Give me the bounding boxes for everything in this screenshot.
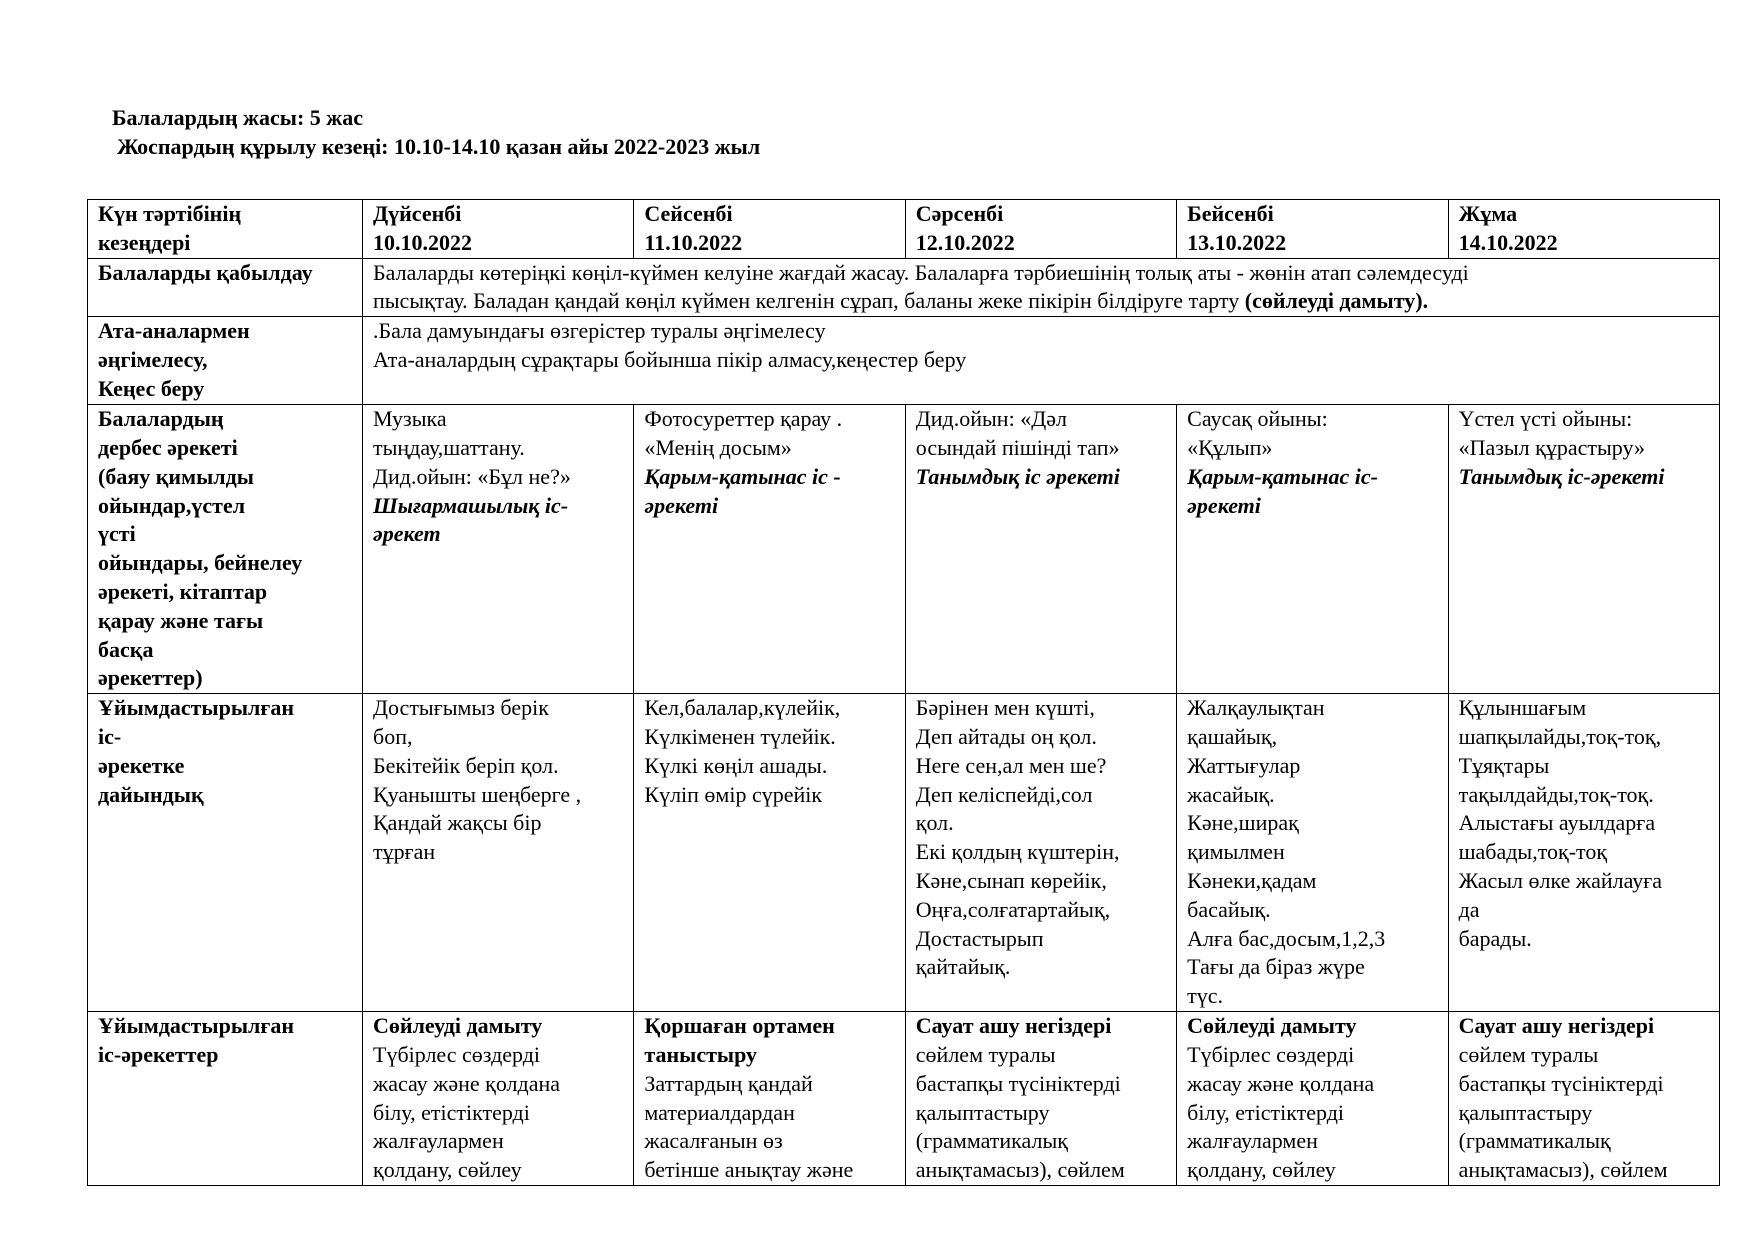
verse-line: Алға бас,досым,1,2,3 <box>1187 925 1386 951</box>
verse-line: Достастырып <box>915 925 1044 951</box>
independent-label-line: қарау және тағы <box>98 607 264 633</box>
verse-line: Кәне,сынап көрейік, <box>915 867 1107 893</box>
subject-title: Сөйлеуді дамыту <box>1187 1013 1357 1039</box>
preparation-cell-monday <box>363 694 634 1012</box>
independent-label <box>88 405 363 694</box>
reception-line-1: Балаларды көтеріңкі көңіл-күймен келуіне жағдай жасау. Балаларға тәрбиешінің толық аты - жөнін атап сәлемдесуді <box>373 259 1469 285</box>
independent-activity-row <box>88 405 1720 694</box>
preparation-cell-wednesday <box>905 694 1176 1012</box>
subject-title: Қоршаған ортамен <box>644 1013 835 1039</box>
subject-line: жасау және қолдана <box>1187 1070 1375 1096</box>
verse-line: Кәнеки,қадам <box>1187 867 1317 893</box>
subject-line: бастапқы түсініктерді <box>1458 1070 1664 1096</box>
subject-line: қалыптастыру <box>1458 1099 1593 1125</box>
subject-line: анықтамасыз), сөйлем <box>1458 1157 1668 1183</box>
parents-label-line: әңгімелесу, <box>98 346 208 372</box>
verse-line: Жаттығулар <box>1187 752 1301 778</box>
independent-label-line: әрекеті, кітаптар <box>98 578 268 604</box>
stage-header-line: Күн тәртібінің <box>98 201 242 226</box>
parents-label <box>88 317 363 405</box>
day-header-thursday <box>1177 200 1448 259</box>
parents-label-line: Кеңес беру <box>98 375 205 401</box>
activity-type: Танымдық іс-әрекеті <box>1458 463 1665 489</box>
subject-line: Түбірлес сөздерді <box>373 1041 541 1067</box>
subject-line: қолдану, сөйлеу <box>1187 1157 1336 1183</box>
activity-line: Музыка <box>373 406 447 432</box>
reception-content <box>363 258 1720 317</box>
organized-label <box>88 1012 363 1186</box>
stage-header-cell <box>88 200 363 259</box>
independent-label-line: Балалардың <box>98 406 224 432</box>
organized-cell-thursday <box>1177 1012 1448 1186</box>
verse-line: Екі қолдың күштерін, <box>915 839 1120 865</box>
verse-line: Оңға,солғатартайық, <box>915 896 1111 922</box>
preparation-label-line: іс- <box>98 723 122 749</box>
verse-line: барады. <box>1458 925 1532 951</box>
preparation-label-line: Ұйымдастырылған <box>98 695 295 721</box>
activity-line: «Құлып» <box>1187 434 1273 460</box>
verse-line: жасайық. <box>1187 781 1275 807</box>
activity-type: Танымдық іс әрекеті <box>915 463 1120 489</box>
independent-cell-tuesday <box>634 405 905 694</box>
day-header-wednesday <box>905 200 1176 259</box>
verse-line: Деп келіспейді,сол <box>915 781 1093 807</box>
subject-line: білу, етістіктерді <box>1187 1099 1345 1125</box>
activity-line: «Пазыл құрастыру» <box>1458 434 1646 460</box>
verse-line: Күліп өмір сүрейік <box>644 781 823 807</box>
subject-line: білу, етістіктерді <box>373 1099 530 1125</box>
independent-label-line: үсті <box>98 521 136 547</box>
reception-row <box>88 258 1720 317</box>
reception-line-2 <box>373 287 1713 316</box>
subject-line: (грамматикалық <box>915 1128 1068 1154</box>
subject-line: қалыптастыру <box>915 1099 1050 1125</box>
subject-line: қолдану, сөйлеу <box>373 1157 522 1183</box>
day-name: Сейсенбі <box>644 201 733 226</box>
activity-type: Шығармашылық іс- <box>373 492 569 518</box>
subject-line: жалғаулармен <box>1187 1128 1318 1154</box>
independent-label-line: (баяу қимылды <box>98 463 254 489</box>
verse-line: Достығымыз берік <box>373 695 549 721</box>
activity-type: әрекет <box>373 521 441 547</box>
subject-line: (грамматикалық <box>1458 1128 1611 1154</box>
verse-line: шабады,тоқ-тоқ <box>1458 839 1608 865</box>
verse-line: тақылдайды,тоқ-тоқ. <box>1458 781 1654 807</box>
activity-line: тыңдау,шаттану. <box>373 434 525 460</box>
day-header-friday <box>1448 200 1719 259</box>
subject-line: Түбірлес сөздерді <box>1187 1041 1355 1067</box>
day-date: 12.10.2022 <box>915 229 1015 255</box>
organized-label-line: іс-әрекеттер <box>98 1041 219 1067</box>
independent-cell-friday <box>1448 405 1719 694</box>
activity-type: әрекеті <box>1187 492 1261 518</box>
stage-header-line: кезеңдері <box>98 229 191 255</box>
organized-activities-row <box>88 1012 1720 1186</box>
subject-line: Заттардың қандай <box>644 1070 813 1096</box>
preparation-cell-friday <box>1448 694 1719 1012</box>
verse-line: Тағы да біраз жүре <box>1187 954 1365 980</box>
verse-line: Бәрінен мен күшті, <box>915 695 1095 721</box>
subject-title: Сауат ашу негіздері <box>1458 1013 1655 1039</box>
verse-line: қол. <box>915 810 954 836</box>
verse-line: қимылмен <box>1187 839 1285 865</box>
independent-label-line: ойындар,үстел <box>98 492 246 518</box>
day-date: 10.10.2022 <box>373 229 472 255</box>
table-header-row <box>88 200 1720 259</box>
preparation-row <box>88 694 1720 1012</box>
verse-line: Кәне,ширақ <box>1187 810 1299 836</box>
verse-line: қашайық, <box>1187 723 1278 749</box>
subject-line: сөйлем туралы <box>915 1041 1056 1067</box>
organized-cell-monday <box>363 1012 634 1186</box>
activity-line: Дид.ойын: «Бұл не?» <box>373 463 571 489</box>
independent-label-line: басқа <box>98 636 154 662</box>
day-date: 14.10.2022 <box>1458 229 1558 255</box>
independent-cell-thursday <box>1177 405 1448 694</box>
activity-type: әрекеті <box>644 492 719 518</box>
preparation-label-line: әрекетке <box>98 752 185 778</box>
preparation-label <box>88 694 363 1012</box>
day-name: Сәрсенбі <box>915 201 1004 226</box>
day-name: Дүйсенбі <box>373 201 462 226</box>
verse-line: қайтайық. <box>915 954 1011 980</box>
independent-label-line: әрекеттер) <box>98 665 203 691</box>
reception-line-2-bold: (сөйлеуді дамыту). <box>1244 288 1429 314</box>
activity-line: «Менің досым» <box>644 434 792 460</box>
verse-line: тұрған <box>373 839 436 865</box>
parents-label-line: Ата-аналармен <box>98 318 250 344</box>
organized-cell-wednesday <box>905 1012 1176 1186</box>
verse-line: Қандай жақсы бір <box>373 810 542 836</box>
subject-line: сөйлем туралы <box>1458 1041 1599 1067</box>
activity-line: Үстел үсті ойыны: <box>1458 406 1633 432</box>
subject-line: жасалғанын өз <box>644 1128 783 1154</box>
verse-line: түс. <box>1187 983 1224 1009</box>
period-line: Жоспардың құрылу кезеңі: 10.10-14.10 қазан айы 2022-2023 жыл <box>117 134 761 159</box>
verse-line: да <box>1458 896 1480 922</box>
independent-cell-wednesday <box>905 405 1176 694</box>
reception-label-text: Балаларды қабылдау <box>98 259 313 285</box>
verse-line: басайық. <box>1187 896 1271 922</box>
organized-cell-friday <box>1448 1012 1719 1186</box>
subject-line: жалғаулармен <box>373 1128 504 1154</box>
preparation-cell-thursday <box>1177 694 1448 1012</box>
document-header <box>112 103 760 161</box>
activity-line: осындай пішінді тап» <box>915 434 1120 460</box>
subject-title: таныстыру <box>644 1041 758 1067</box>
day-name: Бейсенбі <box>1187 201 1274 226</box>
preparation-label-line: дайындық <box>98 781 204 807</box>
reception-line-2-text: пысықтау. Баладан қандай көңіл күймен келгенін сұрап, баланы жеке пікірін білдіруге тарту <box>373 288 1245 314</box>
subject-title: Сөйлеуді дамыту <box>373 1013 543 1039</box>
organized-cell-tuesday <box>634 1012 905 1186</box>
verse-line: Кел,балалар,күлейік, <box>644 695 841 721</box>
activity-line: Дид.ойын: «Дәл <box>915 406 1067 432</box>
verse-line: Тұяқтары <box>1458 752 1550 778</box>
day-date: 13.10.2022 <box>1187 229 1287 255</box>
day-header-monday <box>363 200 634 259</box>
verse-line: Бекітейік беріп қол. <box>373 752 559 778</box>
verse-line: Құлыншағым <box>1458 695 1587 721</box>
day-date: 11.10.2022 <box>644 229 743 255</box>
subject-line: анықтамасыз), сөйлем <box>915 1157 1125 1183</box>
verse-line: Жасыл өлке жайлауға <box>1458 867 1663 893</box>
independent-cell-monday <box>363 405 634 694</box>
activity-line: Фотосуреттер қарау . <box>644 406 843 432</box>
parents-content <box>363 317 1720 405</box>
verse-line: Неге сен,ал мен ше? <box>915 752 1107 778</box>
preparation-cell-tuesday <box>634 694 905 1012</box>
parents-row <box>88 317 1720 405</box>
reception-label <box>88 258 363 317</box>
parents-line: Ата-аналардың сұрақтары бойынша пікір алмасу,кеңестер беру <box>373 346 967 372</box>
verse-line: Күлкі көңіл ашады. <box>644 752 828 778</box>
subject-line: жасау және қолдана <box>373 1070 561 1096</box>
verse-line: шапқылайды,тоқ-тоқ, <box>1458 723 1662 749</box>
age-line: Балалардың жасы: 5 жас <box>112 105 363 130</box>
independent-label-line: ойындары, бейнелеу <box>98 550 303 576</box>
day-header-tuesday <box>634 200 905 259</box>
activity-type: Қарым-қатынас іс- <box>1187 463 1378 489</box>
verse-line: Алыстағы ауылдарға <box>1458 810 1656 836</box>
verse-line: Жалқаулықтан <box>1187 695 1325 721</box>
verse-line: боп, <box>373 723 413 749</box>
parents-line: .Бала дамуындағы өзгерістер туралы әңгімелесу <box>373 318 826 344</box>
activity-line: Саусақ ойыны: <box>1187 406 1328 432</box>
verse-line: Қуанышты шеңберге , <box>373 781 582 807</box>
day-name: Жұма <box>1458 201 1518 226</box>
verse-line: Деп айтады оң қол. <box>915 723 1097 749</box>
subject-title: Сауат ашу негіздері <box>915 1013 1112 1039</box>
subject-line: бетінше анықтау және <box>644 1157 854 1183</box>
activity-type: Қарым-қатынас іс - <box>644 463 841 489</box>
subject-line: бастапқы түсініктерді <box>915 1070 1121 1096</box>
subject-line: материалдардан <box>644 1099 795 1125</box>
organized-label-line: Ұйымдастырылған <box>98 1013 295 1039</box>
verse-line: Күлкіменен түлейік. <box>644 723 836 749</box>
independent-label-line: дербес әрекеті <box>98 434 238 460</box>
weekly-plan-table <box>87 199 1720 1186</box>
